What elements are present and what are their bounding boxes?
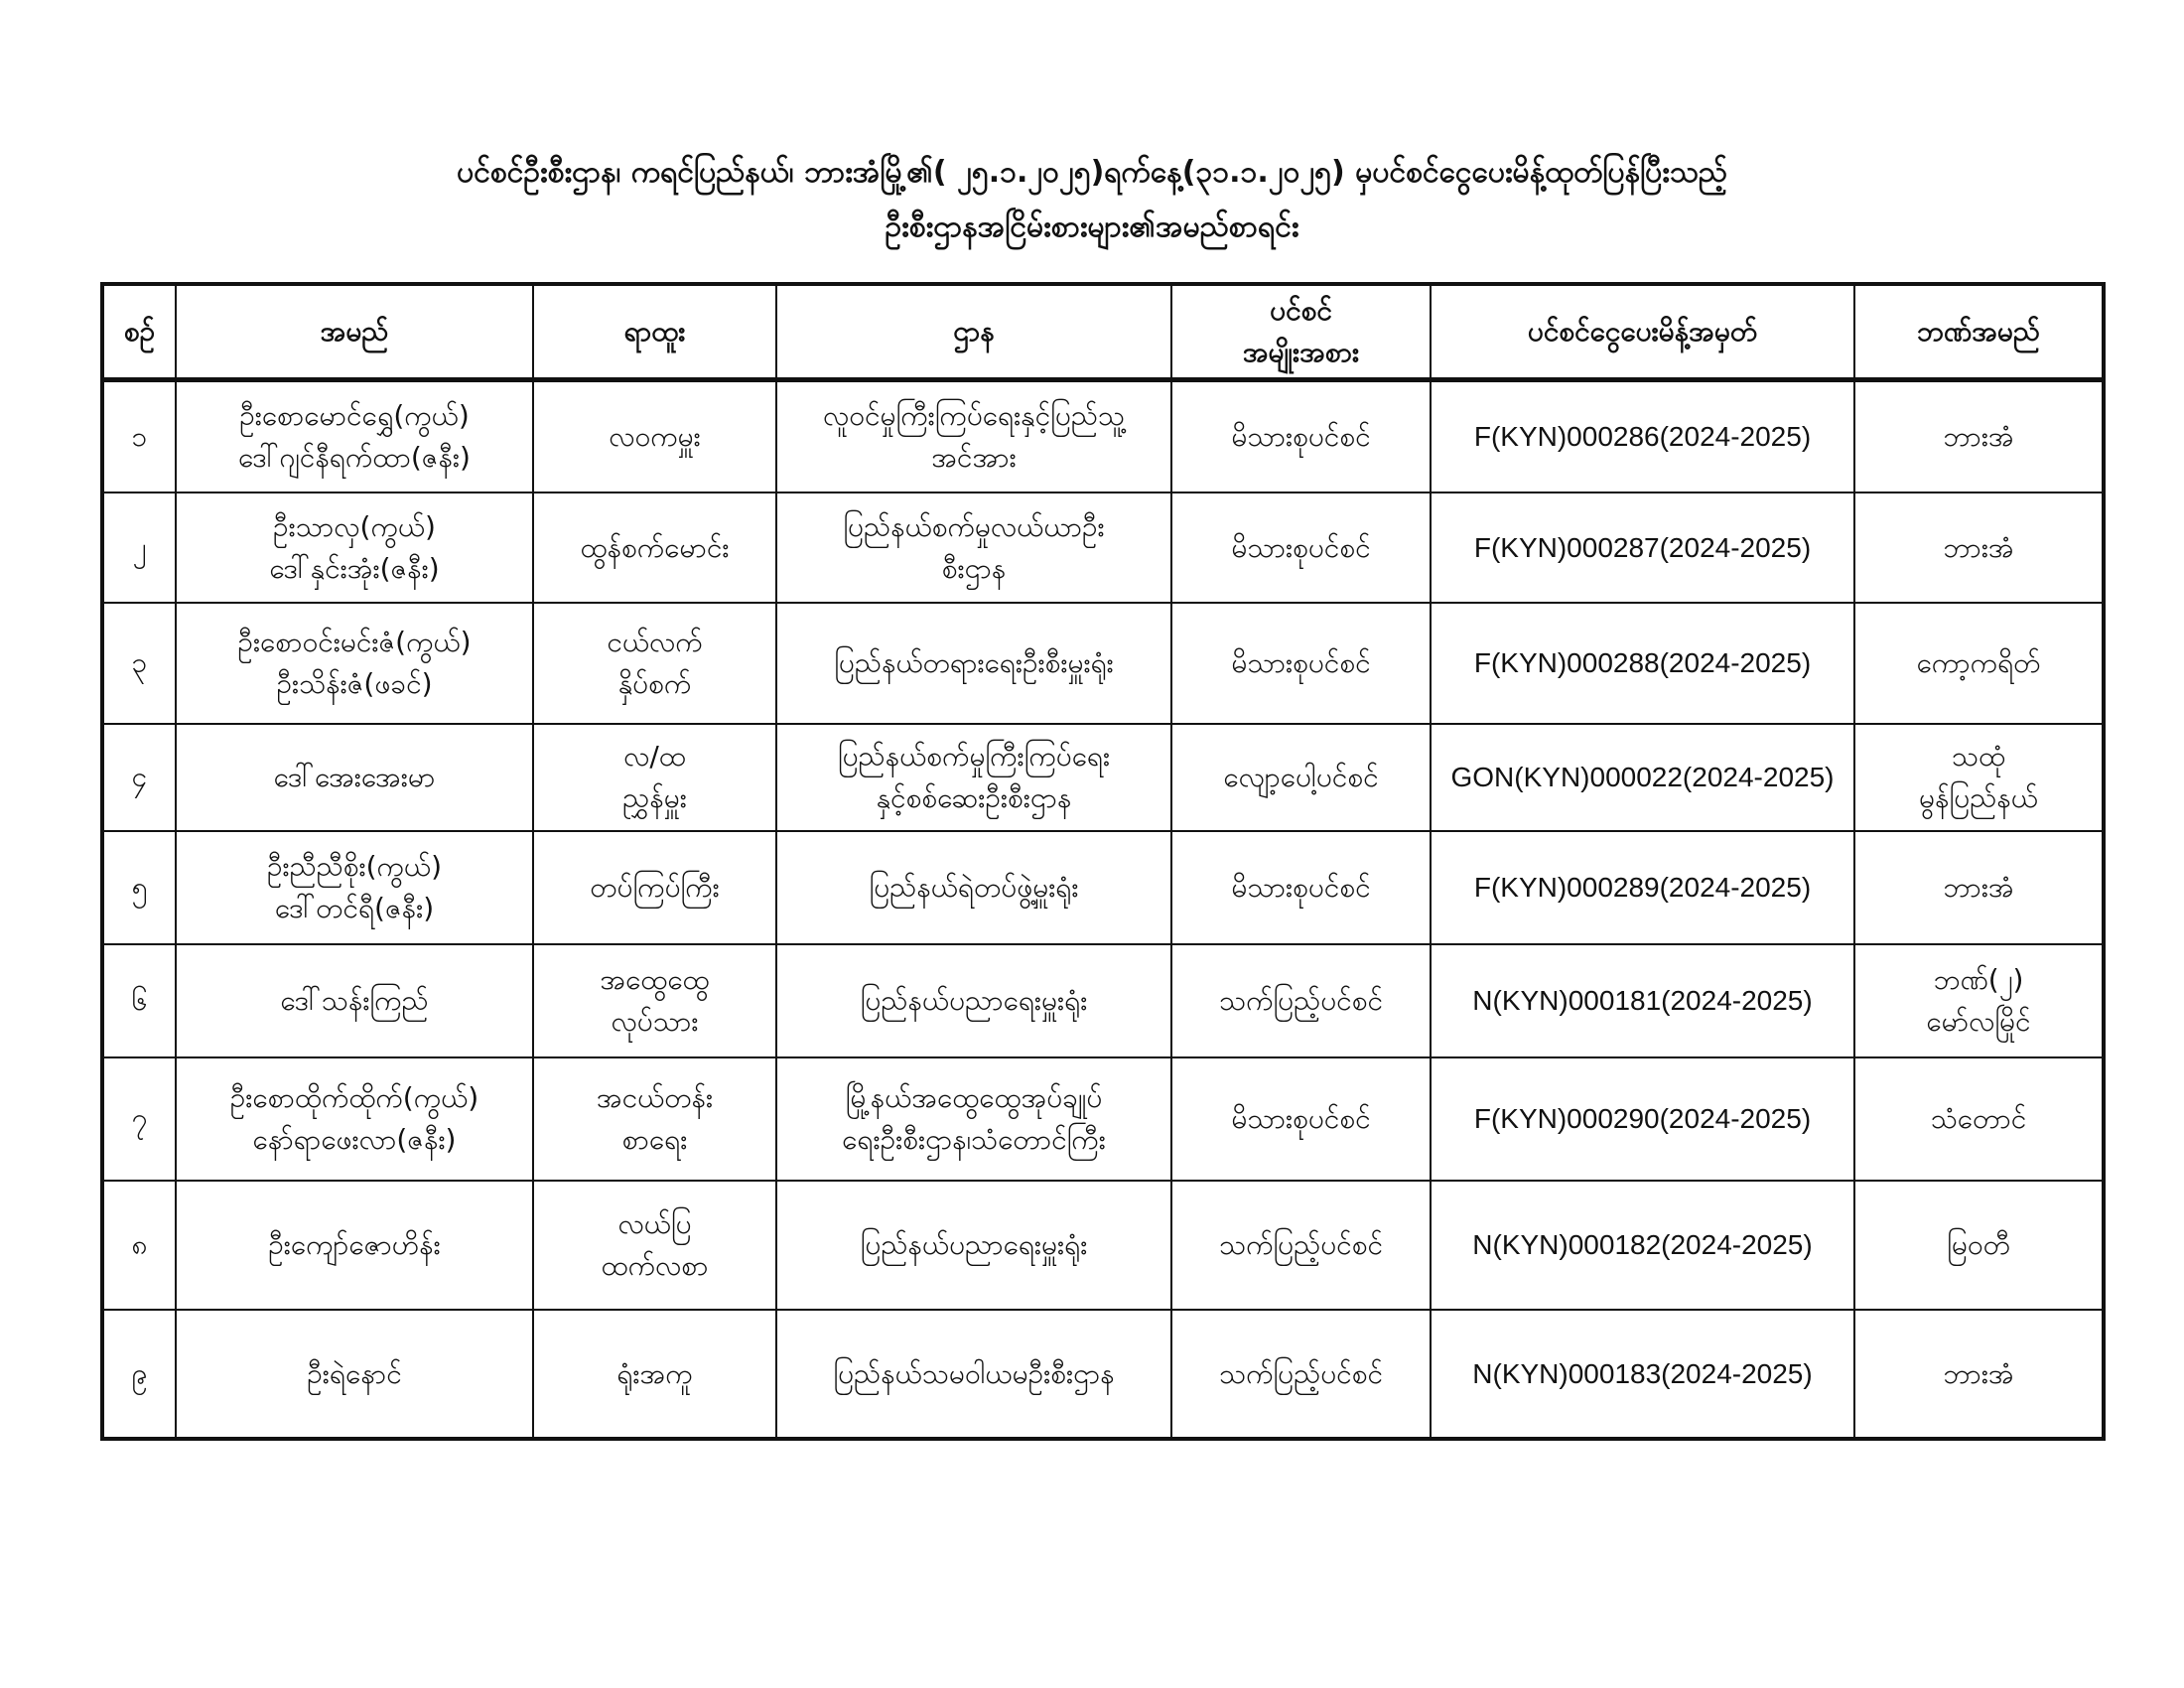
table-body xyxy=(102,379,2104,1439)
document-title-line-2: ဦးစီးဌာနအငြိမ်းစားများ၏အမည်စာရင်း xyxy=(885,210,1299,244)
cell-text-line: တပ်ကြပ်ကြီး xyxy=(590,871,720,904)
cell-text-line: ဦးစောဝင်းမင်းဇံ(ကွယ်) xyxy=(237,626,472,658)
rank-cell xyxy=(533,724,776,831)
cell-text-line: အင်အား xyxy=(931,440,1017,474)
cell-text-line: မွန်ပြည်နယ် xyxy=(1919,781,2038,814)
cell-text-line: ဘားအံ xyxy=(1943,419,2014,453)
serial-number-cell: ၂ xyxy=(102,492,176,603)
pension-type-cell xyxy=(1171,944,1431,1057)
pension-order-cell: N(KYN)000181(2024-2025) xyxy=(1431,944,1854,1057)
cell-text-line: ပြည်နယ်ပညာရေးမှူးရုံး xyxy=(860,1228,1088,1261)
cell-text-line: ဒေါ်နှင်းအုံး(ဇနီး) xyxy=(269,551,440,585)
cell-text-line: ဘဏ်(၂) xyxy=(1933,963,2024,996)
cell-text-line: ရုံးအကူ xyxy=(616,1356,693,1390)
serial-number-cell: ၆ xyxy=(102,944,176,1057)
rank-cell xyxy=(533,379,776,492)
cell-text-line: ပြည်နယ်စက်မှုကြီးကြပ်ရေး xyxy=(837,740,1111,773)
bank-cell xyxy=(1854,603,2104,724)
cell-text-line: နော်ရာဖေးလာ(ဇနီး) xyxy=(252,1123,457,1156)
pension-type-cell xyxy=(1171,603,1431,724)
department-cell xyxy=(776,831,1171,944)
cell-text-line: မိသားစုပင်စင် xyxy=(1231,530,1371,564)
cell-text-line: ပြည်နယ်ပညာရေးမှူးရုံး xyxy=(860,984,1088,1017)
cell-text-line: ငယ်လက် xyxy=(607,626,703,658)
name-cell xyxy=(176,1310,533,1439)
pension-type-cell xyxy=(1171,1310,1431,1439)
pension-order-cell: F(KYN)000288(2024-2025) xyxy=(1431,603,1854,724)
cell-text-line: ပြည်နယ်ရဲတပ်ဖွဲ့မှူးရုံး xyxy=(869,871,1079,904)
name-cell xyxy=(176,603,533,724)
department-cell xyxy=(776,944,1171,1057)
cell-text-line: အမျိုးအစား xyxy=(1242,335,1360,368)
name-cell xyxy=(176,379,533,492)
name-cell xyxy=(176,944,533,1057)
cell-text-line: မိသားစုပင်စင် xyxy=(1231,419,1371,453)
serial-number-cell: ၁ xyxy=(102,379,176,492)
col-header-bank xyxy=(1854,284,2104,379)
pension-order-cell: N(KYN)000182(2024-2025) xyxy=(1431,1181,1854,1310)
pension-type-cell xyxy=(1171,724,1431,831)
cell-text-line: နှိပ်စက် xyxy=(617,667,692,700)
cell-text-line: ဦးသာလှ(ကွယ်) xyxy=(273,509,436,543)
serial-number-cell: ၅ xyxy=(102,831,176,944)
cell-text-line: ဒေါ်ဂျင်နီရက်ထာ(ဇနီး) xyxy=(238,440,471,474)
pension-type-cell xyxy=(1171,1057,1431,1181)
bank-cell xyxy=(1854,492,2104,603)
serial-number-cell: ၈ xyxy=(102,1181,176,1310)
col-header-department xyxy=(776,284,1171,379)
cell-text-line: မော်လမြိုင် xyxy=(1926,1005,2031,1038)
cell-text-line: ဦးကျော်ဇောဟိန်း xyxy=(268,1228,441,1261)
cell-text-line: ဦးစောမောင်ရွှေ(ကွယ်) xyxy=(239,398,470,432)
document-title-line-1: ပင်စင်ဦးစီးဌာန၊ ကရင်ပြည်နယ်၊ ဘားအံမြို့၏( ၂၅.၁.၂၀၂၅)ရက်နေ့(၃၁.၁.၂၀၂၅) မှပင်စင်ငွေပေးမိန့်ထုတ်ပြန်ပြီးသည့် xyxy=(457,155,1727,190)
rank-cell xyxy=(533,831,776,944)
cell-text-line: လ/ထ xyxy=(623,740,686,773)
col-header-name xyxy=(176,284,533,379)
bank-cell xyxy=(1854,1181,2104,1310)
cell-text-line: ပြည်နယ်စက်မှုလယ်ယာဦး xyxy=(843,509,1105,543)
cell-text-line: ရာထူး xyxy=(623,314,686,348)
pension-type-cell xyxy=(1171,492,1431,603)
cell-text-line: ဌာန xyxy=(953,314,995,348)
cell-text-line: သက်ပြည့်ပင်စင် xyxy=(1219,984,1383,1017)
cell-text-line: သက်ပြည့်ပင်စင် xyxy=(1219,1356,1383,1390)
cell-text-line: အငယ်တန်း xyxy=(596,1081,714,1114)
name-cell xyxy=(176,1057,533,1181)
cell-text-line: လဝကမှူး xyxy=(609,419,701,453)
name-cell xyxy=(176,1181,533,1310)
rank-cell xyxy=(533,944,776,1057)
cell-text-line: သံတောင် xyxy=(1930,1102,2027,1135)
cell-text-line: နှင့်စစ်ဆေးဦးစီးဌာန xyxy=(876,781,1072,814)
cell-text-line: အထွေထွေ xyxy=(600,963,710,996)
cell-text-line: ထက်လစာ xyxy=(601,1249,709,1282)
cell-text-line: လယ်ပြ xyxy=(617,1207,692,1240)
cell-text-line: ဘားအံ xyxy=(1943,871,2014,904)
name-cell xyxy=(176,831,533,944)
col-header-pension-order xyxy=(1431,284,1854,379)
col-header-no xyxy=(102,284,176,379)
cell-text-line: ထွန်စက်မောင်း xyxy=(580,530,730,564)
table-row xyxy=(102,603,2104,724)
cell-text-line: စာရေး xyxy=(621,1123,688,1156)
rank-cell xyxy=(533,1181,776,1310)
name-cell xyxy=(176,492,533,603)
col-header-rank xyxy=(533,284,776,379)
cell-text-line: သထုံ xyxy=(1951,740,2006,773)
table-row xyxy=(102,1310,2104,1439)
table-row xyxy=(102,724,2104,831)
cell-text-line: မိသားစုပင်စင် xyxy=(1231,1102,1371,1135)
table-row xyxy=(102,379,2104,492)
cell-text-line: လုပ်သား xyxy=(611,1005,699,1038)
pension-order-cell: F(KYN)000290(2024-2025) xyxy=(1431,1057,1854,1181)
table-row xyxy=(102,944,2104,1057)
cell-text-line: ညွှန်မှူး xyxy=(622,781,687,814)
table-row xyxy=(102,831,2104,944)
serial-number-cell: ၄ xyxy=(102,724,176,831)
cell-text-line: ပင်စင်ငွေပေးမိန့်အမှတ် xyxy=(1527,314,1758,348)
table-row xyxy=(102,1181,2104,1310)
department-cell xyxy=(776,1310,1171,1439)
serial-number-cell: ၉ xyxy=(102,1310,176,1439)
department-cell xyxy=(776,603,1171,724)
pension-order-cell: F(KYN)000286(2024-2025) xyxy=(1431,379,1854,492)
pension-type-cell xyxy=(1171,379,1431,492)
serial-number-cell: ၃ xyxy=(102,603,176,724)
cell-text-line: လူဝင်မှုကြီးကြပ်ရေးနှင့်ပြည်သူ့ xyxy=(823,398,1125,432)
header-row xyxy=(102,284,2104,379)
rank-cell xyxy=(533,1057,776,1181)
cell-text-line: မြို့နယ်အထွေထွေအုပ်ချုပ် xyxy=(845,1081,1103,1114)
bank-cell xyxy=(1854,944,2104,1057)
cell-text-line: ရေးဦးစီးဌာန၊သံတောင်ကြီး xyxy=(842,1123,1106,1156)
rank-cell xyxy=(533,492,776,603)
cell-text-line: သက်ပြည့်ပင်စင် xyxy=(1219,1228,1383,1261)
cell-text-line: စီးဌာန xyxy=(941,551,1007,585)
pension-order-cell: F(KYN)000287(2024-2025) xyxy=(1431,492,1854,603)
col-header-pension-type xyxy=(1171,284,1431,379)
cell-text-line: လျော့ပေါ့ပင်စင် xyxy=(1223,761,1379,793)
table-header xyxy=(102,284,2104,379)
table-row xyxy=(102,1057,2104,1181)
cell-text-line: မိသားစုပင်စင် xyxy=(1231,871,1371,904)
pension-type-cell xyxy=(1171,1181,1431,1310)
cell-text-line: ကော့ကရိတ် xyxy=(1916,646,2041,679)
cell-text-line: ဒေါ်အေးအေးမာ xyxy=(273,761,436,793)
pension-type-cell xyxy=(1171,831,1431,944)
cell-text-line: မိသားစုပင်စင် xyxy=(1231,646,1371,679)
bank-cell xyxy=(1854,831,2104,944)
bank-cell xyxy=(1854,1310,2104,1439)
cell-text-line: အမည် xyxy=(320,314,389,348)
rank-cell xyxy=(533,1310,776,1439)
bank-cell xyxy=(1854,724,2104,831)
cell-text-line: ဦးသိန်းဇံ(ဖခင်) xyxy=(276,667,433,700)
cell-text-line: ဒေါ်သန်းကြည် xyxy=(280,984,429,1017)
rank-cell xyxy=(533,603,776,724)
bank-cell xyxy=(1854,1057,2104,1181)
pension-order-cell: F(KYN)000289(2024-2025) xyxy=(1431,831,1854,944)
department-cell xyxy=(776,492,1171,603)
bank-cell xyxy=(1854,379,2104,492)
department-cell xyxy=(776,724,1171,831)
department-cell xyxy=(776,379,1171,492)
cell-text-line: ပင်စင် xyxy=(1270,293,1332,327)
cell-text-line: ဦးညီညီစိုး(ကွယ်) xyxy=(266,850,443,883)
name-cell xyxy=(176,724,533,831)
cell-text-line: ပြည်နယ်သမဝါယမဦးစီးဌာန xyxy=(833,1356,1115,1390)
table-row xyxy=(102,492,2104,603)
pension-order-cell: GON(KYN)000022(2024-2025) xyxy=(1431,724,1854,831)
cell-text-line: စဉ် xyxy=(123,314,156,348)
cell-text-line: ဘားအံ xyxy=(1943,530,2014,564)
cell-text-line: ဦးရဲနောင် xyxy=(307,1356,402,1390)
department-cell xyxy=(776,1057,1171,1181)
cell-text-line: ပြည်နယ်တရားရေးဦးစီးမှူးရုံး xyxy=(834,646,1114,679)
cell-text-line: မြဝတီ xyxy=(1947,1228,2010,1261)
serial-number-cell: ၇ xyxy=(102,1057,176,1181)
cell-text-line: ဘားအံ xyxy=(1943,1356,2014,1390)
cell-text-line: ဦးစောထိုက်ထိုက်(ကွယ်) xyxy=(229,1081,479,1114)
pension-order-cell: N(KYN)000183(2024-2025) xyxy=(1431,1310,1854,1439)
cell-text-line: ဒေါ်တင်ရီ(ဇနီး) xyxy=(274,892,435,924)
cell-text-line: ဘဏ်အမည် xyxy=(1917,314,2040,348)
pensioner-table xyxy=(100,282,2106,1441)
department-cell xyxy=(776,1181,1171,1310)
